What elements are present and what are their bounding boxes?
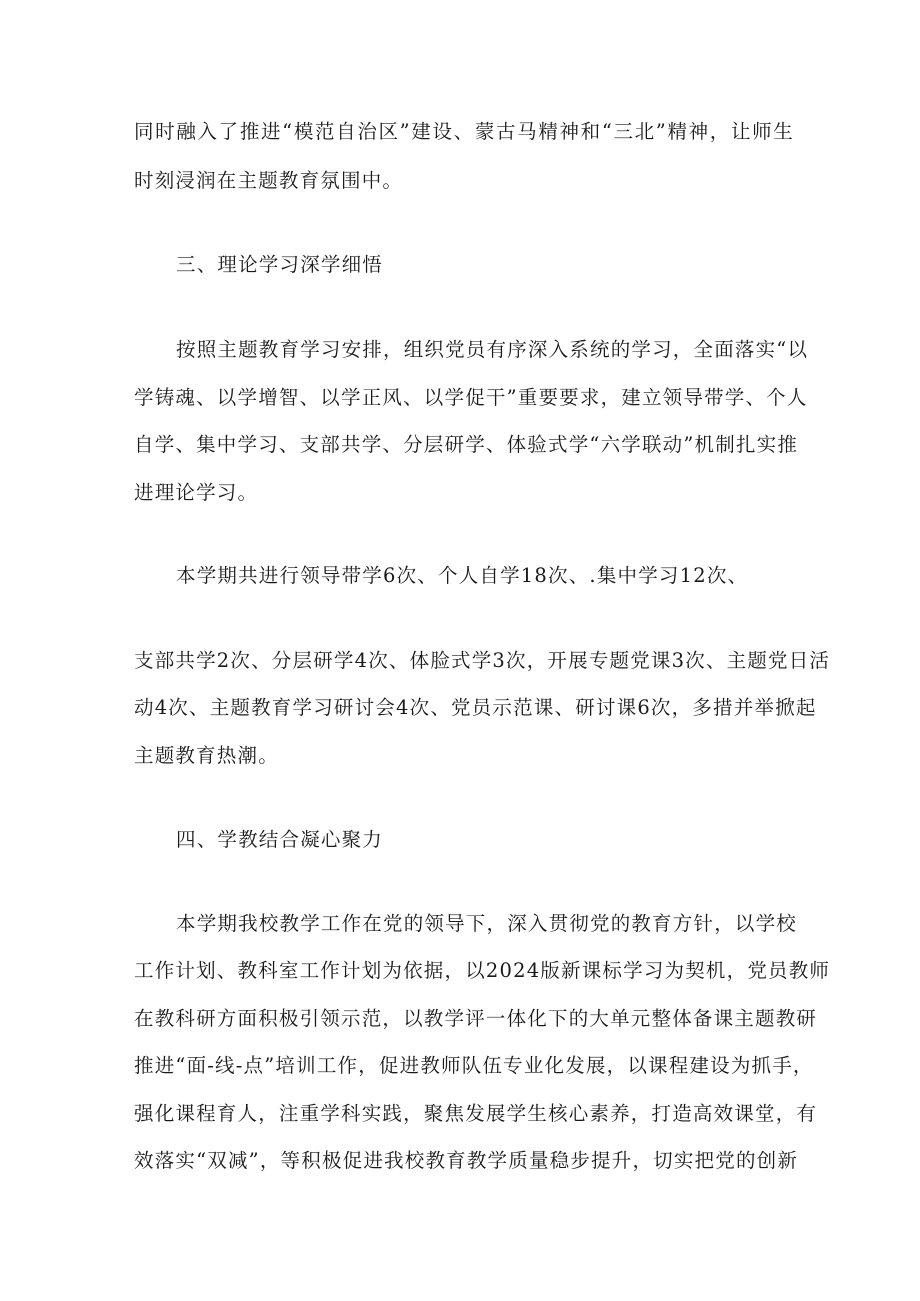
paragraph-line: 同时融入了推进“模范自治区”建设、蒙古马精神和“三北”精神，让师生 <box>134 120 794 143</box>
paragraph-line: 在教科研方面积极引领示范，以教学评一体化下的大单元整体备课主题教研 <box>134 1007 818 1030</box>
paragraph-line: 效落实“双减”，等积极促进我校教育教学质量稳步提升，切实把党的创新 <box>134 1149 799 1172</box>
paragraph-line: 学铸魂、以学增智、以学正风、以学促干”重要要求，建立领导带学、个人 <box>134 386 808 409</box>
section-heading-3: 三、理论学习深学细悟 <box>176 253 384 276</box>
paragraph-line: 工作计划、教科室工作计划为依据，以2024版新课标学习为契机，党员教师 <box>134 959 831 982</box>
section-heading-4: 四、学教结合凝心聚力 <box>176 828 384 851</box>
paragraph-line: 时刻浸润在主题教育氛围中。 <box>134 169 404 192</box>
paragraph-line: 按照主题教育学习安排，组织党员有序深入系统的学习，全面落实“以 <box>176 338 809 361</box>
paragraph-line: 本学期我校教学工作在党的领导下，深入贯彻党的教育方针，以学校 <box>176 912 798 935</box>
paragraph-line: 支部共学2次、分层研学4次、体脸式学3次，开展专题党课3次、主题党日活 <box>134 649 831 672</box>
paragraph-line: 进理论学习。 <box>134 481 259 504</box>
paragraph-line: 本学期共进行领导带学6次、个人自学18次、.集中学习12次、 <box>176 564 749 587</box>
paragraph-line: 推进“面-线-点”培训工作，促进教师队伍专业化发展，以课程建设为抓手， <box>134 1054 814 1077</box>
paragraph-line: 动4次、主题教育学习研讨会4次、党员示范课、研讨课6次，多措并举掀起 <box>134 696 817 719</box>
paragraph-line: 强化课程育人，注重学科实践，聚焦发展学生核心素养，打造高效课堂，有 <box>134 1102 818 1125</box>
paragraph-line: 主题教育热潮。 <box>134 744 279 767</box>
paragraph-line: 自学、集中学习、支部共学、分层研学、体验式学“六学联动”机制扎实推 <box>134 433 799 456</box>
